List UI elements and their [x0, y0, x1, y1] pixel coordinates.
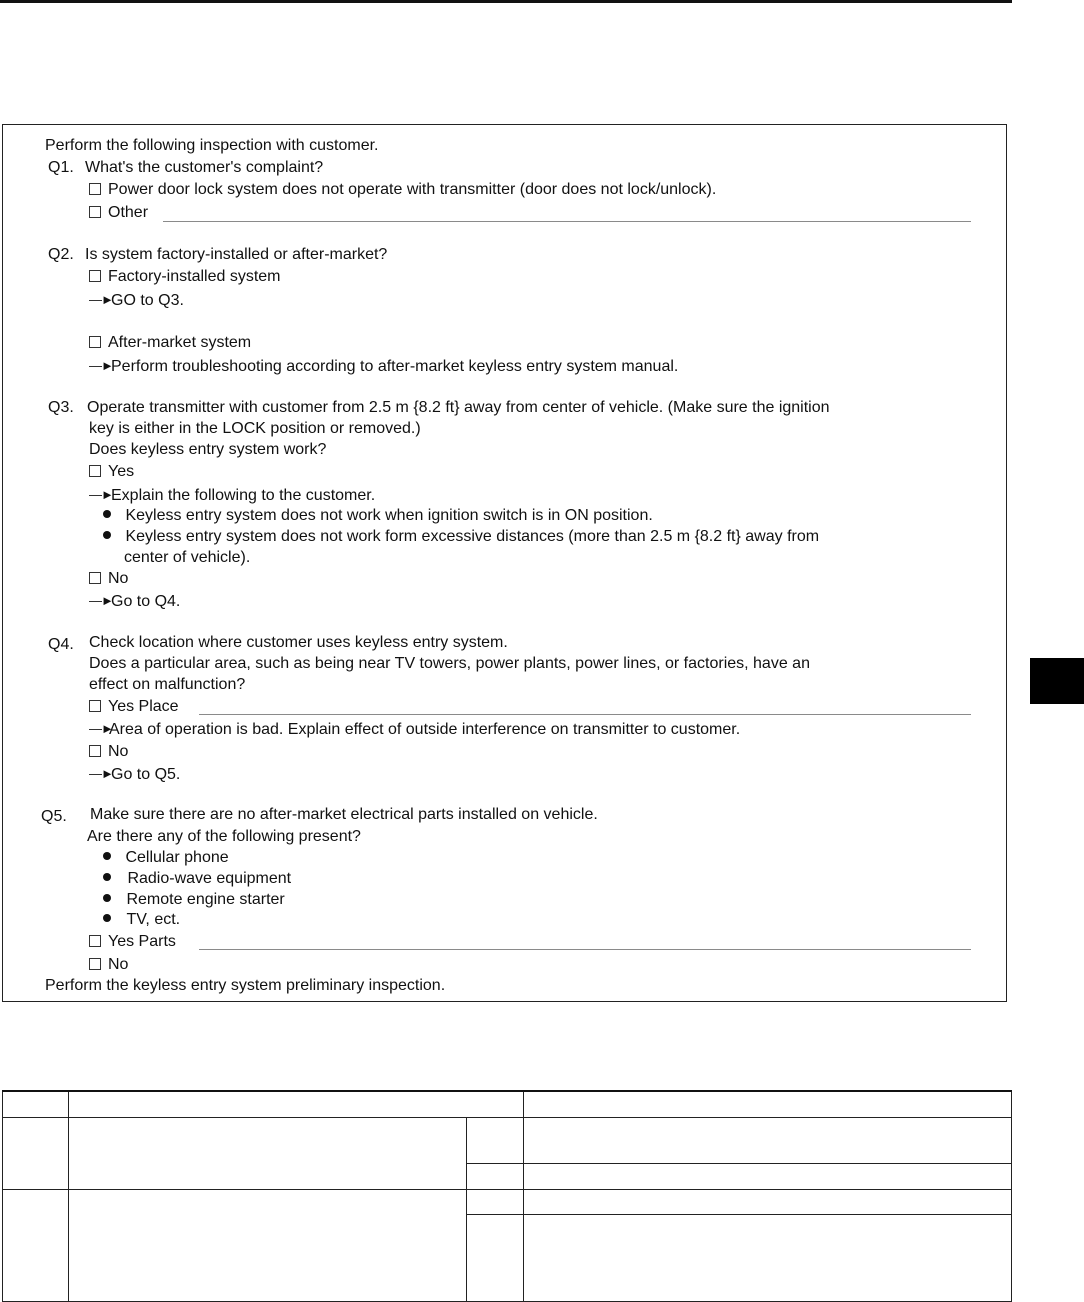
checkbox[interactable] [89, 465, 101, 477]
closing-text: Perform the keyless entry system preliminary inspection. [45, 977, 446, 994]
intro-text: Perform the following inspection with customer. [45, 137, 379, 154]
checkbox[interactable] [89, 700, 101, 712]
table-cell [69, 1117, 467, 1189]
q4-result-no: —►Go to Q5. [89, 766, 181, 783]
q5-item-1: Cellular phone [103, 849, 229, 867]
q5-option-no[interactable]: No [89, 956, 128, 974]
arrow-right-icon: —► [89, 766, 113, 781]
bullet-icon [103, 531, 111, 539]
top-rule [0, 0, 1012, 3]
bullet-icon [103, 873, 111, 881]
q1-other-line [163, 221, 971, 222]
arrow-right-icon: —► [89, 487, 113, 502]
checkbox[interactable] [89, 745, 101, 757]
arrow-right-icon: —► [89, 593, 113, 608]
checkbox[interactable] [89, 572, 101, 584]
checkbox[interactable] [89, 935, 101, 947]
q2-number: Q2. [48, 246, 74, 263]
checkbox[interactable] [89, 336, 101, 348]
bullet-icon [103, 914, 111, 922]
table-cell [524, 1163, 1012, 1189]
q2-result-aftermarket: —►Perform troubleshooting according to after-market keyless entry system manual. [89, 358, 679, 375]
checkbox[interactable] [89, 270, 101, 282]
q4-result-yes: —►Area of operation is bad. Explain effect of outside interference on transmitter to customer. [89, 721, 741, 738]
q5-item-2: Radio-wave equipment [103, 870, 291, 888]
q4-option-no[interactable]: No [89, 743, 128, 761]
q2-question: Is system factory-installed or after-market? [85, 246, 388, 263]
q5-item-4: TV, ect. [103, 911, 180, 929]
table-cell [524, 1214, 1012, 1301]
q4-place-line [199, 714, 971, 715]
q3-bullet-1: Keyless entry system does not work when ignition switch is in ON position. [103, 507, 653, 525]
table-header-action [524, 1091, 1012, 1117]
table-cell [467, 1163, 524, 1189]
arrow-right-icon: —► [89, 721, 113, 736]
arrow-right-icon: —► [89, 358, 113, 373]
q4-line2: Does a particular area, such as being near TV towers, power plants, power lines, or factories, have an [89, 655, 810, 672]
q3-option-yes[interactable]: Yes [89, 463, 134, 481]
table-header-step [3, 1091, 69, 1117]
q3-bullet-2-cont: center of vehicle). [124, 549, 251, 566]
section-tab [1030, 658, 1084, 704]
q3-option-no[interactable]: No [89, 570, 128, 588]
troubleshooting-table [2, 1090, 1012, 1302]
q5-item-3: Remote engine starter [103, 891, 285, 909]
inspection-form [2, 124, 1007, 1002]
q1-question: What's the customer's complaint? [85, 159, 324, 176]
q1-number: Q1. [48, 159, 74, 176]
q2-option-factory[interactable]: Factory-installed system [89, 268, 281, 286]
q5-line1: Make sure there are no after-market electrical parts installed on vehicle. [90, 806, 598, 823]
table-cell [524, 1189, 1012, 1214]
checkbox[interactable] [89, 206, 101, 218]
table-cell [467, 1189, 524, 1214]
q3-bullet-2: Keyless entry system does not work form excessive distances (more than 2.5 m {8.2 ft} away from [103, 528, 819, 546]
table-cell [467, 1214, 524, 1301]
table-cell [69, 1189, 467, 1301]
q5-parts-line [199, 949, 971, 950]
q5-number: Q5. [41, 808, 67, 825]
q5-option-yes-parts[interactable]: Yes Parts [89, 933, 176, 951]
bullet-icon [103, 510, 111, 518]
q4-option-yes-place[interactable]: Yes Place [89, 698, 179, 716]
q1-option-power-door[interactable]: Power door lock system does not operate with transmitter (door does not lock/unlock). [89, 181, 716, 199]
table-cell [467, 1117, 524, 1163]
arrow-right-icon: —► [89, 292, 113, 307]
q3-result-yes: —►Explain the following to the customer. [89, 487, 376, 504]
q4-line1: Check location where customer uses keyless entry system. [89, 634, 508, 651]
q1-option-other[interactable]: Other [89, 204, 148, 222]
bullet-icon [103, 852, 111, 860]
q4-number: Q4. [48, 636, 74, 653]
q3-line2: key is either in the LOCK position or removed.) [89, 420, 421, 437]
checkbox[interactable] [89, 183, 101, 195]
table-cell [524, 1117, 1012, 1163]
checkbox[interactable] [89, 958, 101, 970]
table-cell [3, 1189, 69, 1301]
q5-line2: Are there any of the following present? [87, 828, 361, 845]
q3-result-no: —►Go to Q4. [89, 593, 181, 610]
table-cell [3, 1117, 69, 1189]
q2-option-aftermarket[interactable]: After-market system [89, 334, 251, 352]
q4-line3: effect on malfunction? [89, 676, 246, 693]
bullet-icon [103, 894, 111, 902]
q3-line1: Operate transmitter with customer from 2.5 m {8.2 ft} away from center of vehicle. (Make sure the ignition [87, 399, 830, 416]
q2-result-factory: —►GO to Q3. [89, 292, 184, 309]
q3-number: Q3. [48, 399, 74, 416]
table-header-inspection [69, 1091, 524, 1117]
q3-line3: Does keyless entry system work? [89, 441, 327, 458]
